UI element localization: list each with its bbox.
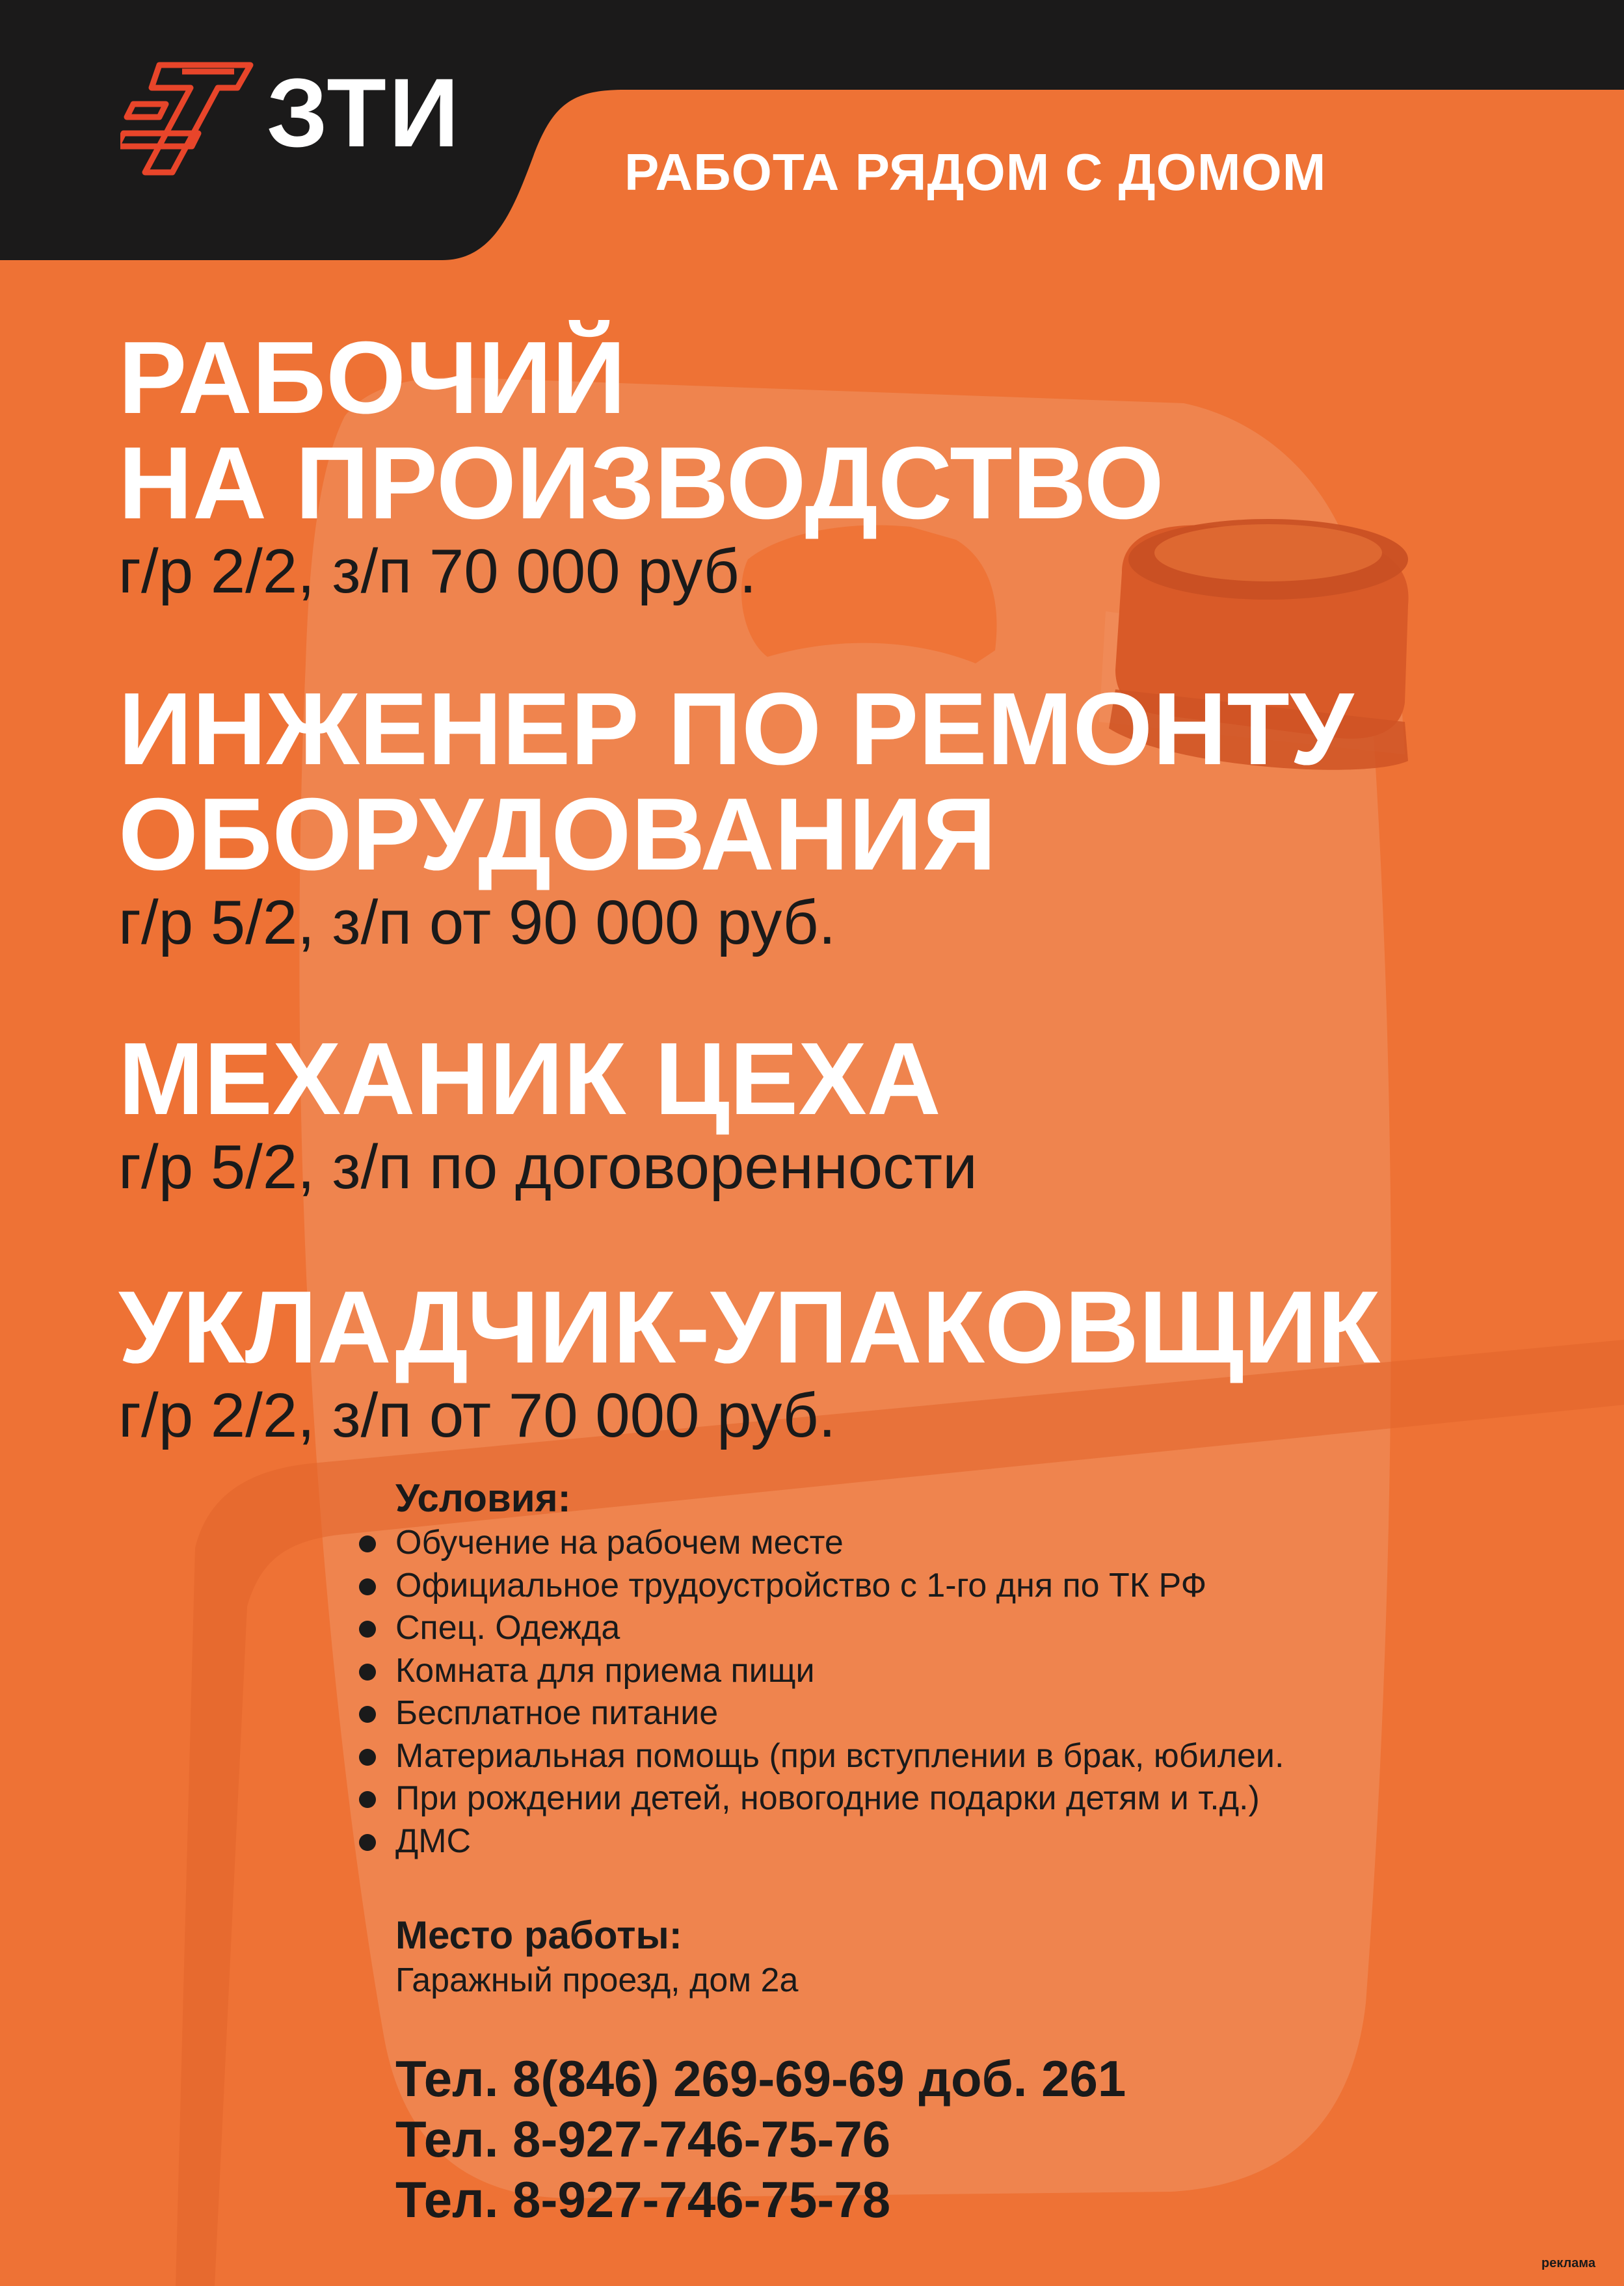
job-terms: г/р 5/2, з/п от 90 000 руб. bbox=[118, 888, 836, 957]
phone-number: Тел. 8-927-746-75-78 bbox=[395, 2171, 891, 2228]
bullet-icon bbox=[359, 1791, 376, 1808]
workplace-section bbox=[395, 1912, 798, 2002]
list-item bbox=[395, 1522, 1284, 1565]
conditions-list bbox=[395, 1522, 1284, 1863]
phone-number: Тел. 8-927-746-75-76 bbox=[395, 2110, 891, 2168]
workplace-address: Гаражный проезд, дом 2а bbox=[395, 1961, 799, 1999]
bullet-icon bbox=[359, 1578, 376, 1595]
list-item bbox=[395, 1820, 1284, 1863]
conditions-section bbox=[395, 1475, 1284, 1863]
job-title-line: РАБОЧИЙ bbox=[118, 321, 626, 435]
list-item bbox=[395, 1735, 1284, 1778]
bullet-icon bbox=[359, 1834, 376, 1851]
condition-text: ДМС bbox=[395, 1822, 472, 1860]
list-item bbox=[395, 1650, 1284, 1693]
workplace-heading: Место работы: bbox=[395, 1913, 682, 1957]
brand-logo bbox=[120, 52, 485, 176]
job-mechanic bbox=[118, 1022, 978, 1203]
bullet-icon bbox=[359, 1621, 376, 1638]
phone-number: Тел. 8(846) 269-69-69 доб. 261 bbox=[395, 2050, 1126, 2107]
bullet-icon bbox=[359, 1535, 376, 1552]
job-title-line: МЕХАНИК ЦЕХА bbox=[118, 1022, 941, 1136]
job-terms: г/р 2/2, з/п от 70 000 руб. bbox=[118, 1381, 836, 1450]
condition-text: Бесплатное питание bbox=[395, 1694, 719, 1732]
ad-label: реклама bbox=[1541, 2256, 1596, 2270]
list-item bbox=[395, 1607, 1284, 1650]
job-title-line: ОБОРУДОВАНИЯ bbox=[118, 777, 996, 892]
job-worker bbox=[118, 321, 1164, 607]
slogan: РАБОТА РЯДОМ С ДОМОМ bbox=[624, 143, 1327, 201]
list-item bbox=[395, 1692, 1284, 1735]
job-engineer bbox=[118, 672, 1354, 959]
condition-text: Комната для приема пищи bbox=[395, 1651, 815, 1690]
condition-text: Спец. Одежда bbox=[395, 1609, 620, 1647]
bullet-icon bbox=[359, 1749, 376, 1766]
condition-text: Официальное трудоустройство с 1-го дня по ТК РФ bbox=[395, 1566, 1207, 1604]
job-title-line: ИНЖЕНЕР ПО РЕМОНТУ bbox=[118, 672, 1354, 786]
brand-logo-mark-icon bbox=[120, 52, 257, 176]
condition-text: Обучение на рабочем месте bbox=[395, 1524, 844, 1562]
condition-text: При рождении детей, новогодние подарки детям и т.д.) bbox=[395, 1779, 1260, 1817]
conditions-heading: Условия: bbox=[395, 1476, 571, 1520]
job-terms: г/р 5/2, з/п по договоренности bbox=[118, 1132, 978, 1202]
brand-name: ЗТИ bbox=[267, 58, 462, 167]
bullet-icon bbox=[359, 1664, 376, 1681]
job-terms: г/р 2/2, з/п 70 000 руб. bbox=[118, 537, 757, 606]
job-packer bbox=[118, 1270, 1381, 1452]
job-title-line: УКЛАДЧИК-УПАКОВЩИК bbox=[118, 1270, 1381, 1385]
list-item bbox=[395, 1777, 1284, 1820]
list-item bbox=[395, 1565, 1284, 1608]
condition-text: Материальная помощь (при вступлении в брак, юбилеи. bbox=[395, 1736, 1285, 1775]
phones-section bbox=[395, 2049, 1126, 2230]
job-title-line: НА ПРОИЗВОДСТВО bbox=[118, 426, 1164, 540]
bullet-icon bbox=[359, 1706, 376, 1723]
